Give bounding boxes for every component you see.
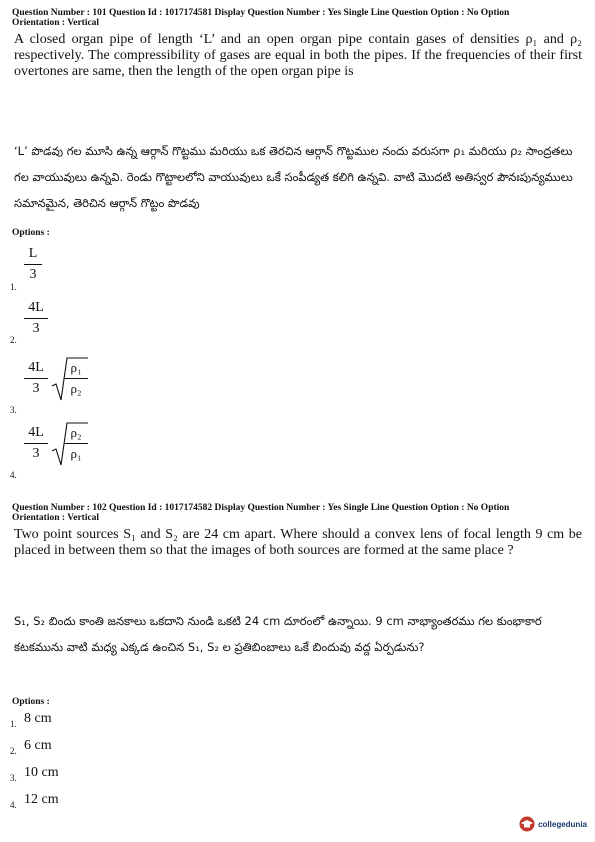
q2-meta — [12, 503, 587, 523]
q2-option-4[interactable]: 12 cm — [24, 792, 59, 807]
root-numerator: ρ₂ — [70, 425, 82, 440]
q1-option-3-number: 3. — [10, 405, 17, 415]
fraction-denominator: 3 — [32, 446, 40, 461]
fraction-numerator: L — [28, 246, 38, 261]
graduation-cap-icon — [519, 816, 535, 832]
q1-option-4-number: 4. — [10, 470, 17, 480]
q2-option-3[interactable]: 10 cm — [24, 765, 59, 780]
q1-text-en: A closed organ pipe of length ‘L’ and an open organ pipe contain gases of densities ρ₁ and ρ₂ respectively. The compressibility of gases are equal in both the pipes. If the frequencies of their first overtones are same, then the length of the open organ pipe is — [14, 32, 582, 79]
q1-option-3-fraction — [24, 360, 48, 397]
q1-options-label: Options : — [12, 228, 50, 238]
q2-option-3-number: 3. — [10, 773, 17, 783]
fraction-denominator: 3 — [29, 267, 37, 282]
q1-option-4-fraction — [24, 425, 48, 462]
q1-option-4-root-fraction — [64, 425, 88, 462]
q1-option-2-fraction[interactable] — [24, 300, 48, 337]
root-numerator: ρ₁ — [70, 360, 82, 375]
fraction-bar — [24, 318, 48, 319]
q1-option-2-number: 2. — [10, 335, 17, 345]
logo-text: collegedunia — [538, 819, 587, 829]
fraction-bar — [24, 264, 42, 265]
fraction-numerator: 4L — [28, 300, 44, 315]
q1-meta-line2: Orientation : Vertical — [12, 18, 100, 28]
fraction-bar — [24, 378, 48, 379]
q1-option-1-fraction[interactable] — [24, 246, 42, 283]
q2-option-1-number: 1. — [10, 719, 17, 729]
fraction-bar — [64, 378, 88, 379]
fraction-denominator: 3 — [32, 381, 40, 396]
q1-option-3-root-fraction — [64, 360, 88, 397]
q2-option-4-number: 4. — [10, 800, 17, 810]
q2-option-2-number: 2. — [10, 746, 17, 756]
q1-meta-line1: Question Number : 101 Question Id : 1017174581 Display Question Number : Yes Single Line Question Option : No Option — [12, 8, 510, 18]
fraction-bar — [24, 443, 48, 444]
q2-option-2[interactable]: 6 cm — [24, 738, 52, 753]
q2-options-label: Options : — [12, 697, 50, 707]
collegedunia-logo — [519, 816, 587, 832]
q2-option-1[interactable]: 8 cm — [24, 711, 52, 726]
q1-text-te: ‘L’ పొడవు గల మూసి ఉన్న ఆర్గాన్ గొట్టము మరియు ఒక తెరచిన ఆర్గాన్ గొట్టముల నందు వరుసగా ρ₁ మరియు ρ₂ సాంద్రతలు గల వాయువులు ఉన్నవి. రెండు గొట్టాలలోని వాయువులు ఒకే సంపీడ్యత కలిగి ఉన్నవి. వాటి మొదటి అతిస్వర పౌనఃపున్యములు సమానమైన, తెరిచిన ఆర్గాన్ గొట్టం పొడవు — [14, 144, 573, 210]
fraction-denominator: 3 — [32, 321, 40, 336]
q2-meta-line1: Question Number : 102 Question Id : 1017174582 Display Question Number : Yes Single Line Question Option : No Option — [12, 503, 510, 513]
fraction-numerator: 4L — [28, 425, 44, 440]
root-denominator: ρ₂ — [70, 381, 82, 396]
fraction-numerator: 4L — [28, 360, 44, 375]
fraction-bar — [64, 443, 88, 444]
q1-option-1-number: 1. — [10, 282, 17, 292]
root-denominator: ρ₁ — [70, 446, 82, 461]
q1-meta — [12, 8, 587, 28]
q2-meta-line2: Orientation : Vertical — [12, 513, 100, 523]
q2-text-te: S₁, S₂ బిందు కాంతి జనకాలు ఒకదాని నుండి ఒకటి 24 cm దూరంలో ఉన్నాయి. 9 cm నాభ్యాంతరము గల కుంభాకార కటకమును వాటి మధ్య ఎక్కడ ఉంచిన S₁, S₂ ల ప్రతిబింబాలు ఒకే బిందువు వద్ద ఏర్పడును? — [14, 614, 542, 654]
q2-text-en: Two point sources S₁ and S₂ are 24 cm apart. Where should a convex lens of focal length 9 cm be placed in between them so that the images of both sources are formed at the same place ? — [14, 527, 582, 558]
